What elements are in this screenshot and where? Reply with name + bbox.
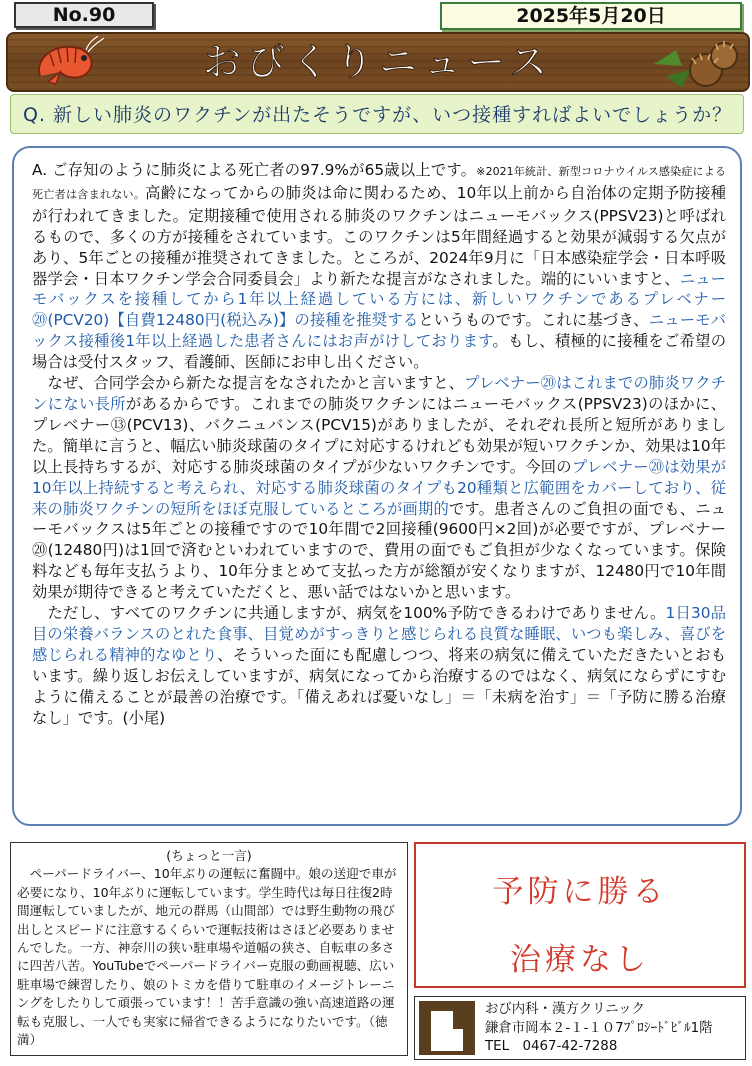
clinic-info	[414, 996, 746, 1060]
highlight-lifestyle: 1日30品目の栄養バランスのとれた食事、目覚めがすっきりと感じられる良質な睡眠、いつも楽しみ、喜びを感じられる精神的なゆとり	[32, 604, 726, 664]
highlight-breakthrough: プレベナー⑳は効果が10年以上持続すると考えられ、対応する肺炎球菌のタイプも20種類と広範囲をカバーしており、従来の肺炎ワクチンの短所をほぼ克服しているところが画期的	[32, 457, 727, 518]
issue-date: 2025年5月20日	[440, 2, 742, 30]
slogan-box	[414, 842, 746, 988]
column-title: (ちょっと一言)	[166, 848, 252, 863]
answer-paragraph-1: A. ご存知のように肺炎による死亡者の97.9%が65歳以上です。※2021年統計、新型コロナウイルス感染症による死亡者は含まれない。高齢になってからの肺炎は命に関わるため、10年以上前から自治体の定期予防接種が行われてきました。定期接種で使用される肺炎のワクチンはニューモバックス(PPSV23)と呼ばれるもので、多くの方が接種をされています。このワクチンは5年間経過すると効果が減弱する欠点があり、5年ごとの接種が推奨されてきました。ところが、2024年9月に「日本感染症学会・日本呼吸器学会・日本ワクチン学会合同委員会」より新たな提言がなされました。端的にいいますと、ニューモバックスを接種してから1年以上経過している方には、新しいワクチンであるプレベナー⑳(PCV20)【自費12480円(税込み)】の接種を推奨するというものです。これに基づき、ニューモバックス接種後1年以上経過した患者さんにはお声がけしております。もし、積極的に接種をご希望の場合は受付スタッフ、看護師、医師にお申し出ください。	[32, 161, 727, 372]
highlight-advantage: プレベナー⑳はこれまでの肺炎ワクチンにない長所	[32, 374, 726, 413]
slogan-line-2: 治療なし	[510, 942, 650, 978]
highlight-recommendation: ニューモバックスを接種してから1年以上経過している方には、新しいワクチンであるプレベナー⑳(PCV20)【自費12480円(税込み)】の接種を推奨する	[32, 269, 726, 330]
clinic-name: おび内科・漢方クリニック	[485, 1002, 645, 1017]
answer-box	[12, 146, 742, 826]
clinic-logo	[419, 1001, 475, 1055]
slogan-line-1: 予防に勝る	[492, 874, 668, 910]
column-body: ペーパードライバー、10年ぶりの運転に奮闘中。娘の送迎で車が必要になり、10年ぶりに運転しています。学生時代は毎日往復2時間運転していましたが、地元の群馬（山間部）では野生動物の飛び出しとスピードに注意するくらいで運転技術はさほど必要ありませんでした。一方、神奈川の狭い駐車場や道幅の狭さ、自転車の多さに四苦八苦。YouTubeでペーパードライバー克服の動画視聴、広い駐車場で練習したり、娘のトミカを借りて駐車のイメージトレーニングをしたりして頑張っています！！苦手意識の強い高速道路の運転も克服し、一人でも実家に帰省できるようになりたいです。（徳満）	[17, 866, 397, 1048]
clinic-address: 鎌倉市岡本２-１-１０7ﾌﾟﾛｼｰﾄﾞﾋﾞﾙ1階	[485, 1020, 713, 1036]
answer-paragraph-2: なぜ、合同学会から新たな提言をなされたかと言いますと、プレベナー⑳はこれまでの肺炎ワクチンにない長所があるからです。これまでの肺炎ワクチンにはニューモバックス(PPSV23)のほかに、プレベナー⑬(PCV13)、バクニュバンス(PCV15)がありましたが、それぞれ長所と短所がありました。簡単に言うと、幅広い肺炎球菌のタイプに対応するけれども効果が短いワクチンか、効果は10年以上長持ちするが、対応する肺炎球菌のタイプが少ないワクチンです。今回のプレベナー⑳は効果が10年以上持続すると考えられ、対応する肺炎球菌のタイプも20種類と広範囲をカバーしており、従来の肺炎ワクチンの短所をほぼ克服しているところが画期的です。患者さんのご負担の面でも、ニューモバックスは5年ごとの接種ですので10年間で2回接種(9600円×2回)が必要ですが、プレベナー⑳(12480円)は1回で済むといわれていますので、費用の面でもご負担が少なくなっています。保険料なども毎年支払うより、10年分まとめて支払った方が総額が安くなりますが、12480円で10年間効果が期待できると考えていただくと、悪い話ではないかと思います。	[32, 374, 727, 602]
title-banner	[6, 32, 750, 92]
newsletter-title: おびくりニュース	[202, 40, 554, 84]
issue-number: No.90	[14, 2, 154, 28]
staff-column	[10, 842, 408, 1056]
answer-paragraph-3: ただし、すべてのワクチンに共通しますが、病気を100%予防できるわけでありません。1日30品目の栄養バランスのとれた食事、目覚めがすっきりと感じられる良質な睡眠、いつも楽しみ、喜びを感じられる精神的なゆとり、そういった面にも配慮しつつ、将来の病気に備えていただきたいとおもいます。繰り返しお伝えしていますが、病気になってから治療するのではなく、病気にならずにすむように備えることが最善の治療です。「備えあれば憂いなし」＝「未病を治す」＝「予防に勝る治療なし」です。(小尾)	[32, 604, 726, 727]
clinic-phone: TEL 0467-42-7288	[485, 1039, 618, 1054]
chestnut-illustration	[646, 36, 742, 90]
question-heading: Q. 新しい肺炎のワクチンが出たそうですが、いつ接種すればよいでしょうか？	[10, 94, 744, 134]
highlight-notice: ニューモバックス接種後1年以上経過した患者さんにはお声がけしております	[32, 311, 726, 351]
statistics-note: ※2021年統計、新型コロナウイルス感染症による死亡者は含まれない。	[32, 165, 726, 201]
